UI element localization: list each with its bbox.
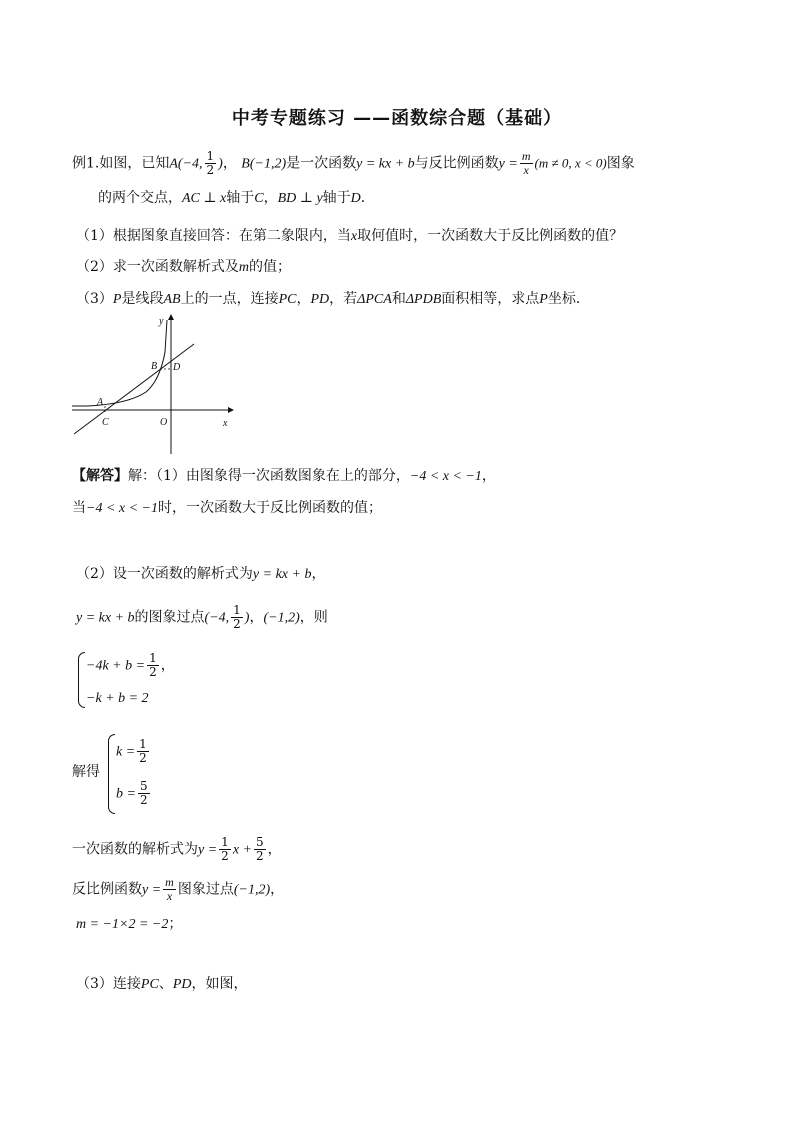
linear-function-line: [74, 344, 194, 434]
question-3: （3）P是线段AB上的一点，连接PC，PD，若ΔPCA和ΔPDB面积相等，求点P坐标．: [76, 291, 590, 307]
solution-heading: 【解答】: [72, 468, 128, 484]
solution-part-3: （3）连接PC、PD，如图，: [76, 976, 248, 992]
label-a: A: [97, 397, 104, 408]
inverse-fraction: $\frac{m}{x}$: [521, 149, 531, 177]
solution-b: b = $\frac{5}{2}$: [116, 779, 148, 807]
y-axis-label: y: [159, 316, 164, 327]
linear-function: y = kx + b: [356, 156, 415, 172]
point-a-fraction: $\frac{1}{2}$: [206, 149, 215, 177]
solution-brace: [108, 734, 115, 814]
inverse-condition: (m ≠ 0, x < 0): [534, 155, 607, 171]
solution-part-1: 【解答】解：（1）由图象得一次函数图象在上的部分，−4 < x < −1，: [72, 468, 496, 484]
system-brace: [78, 652, 85, 708]
label-b: B: [151, 361, 158, 372]
problem-line-2: 的两个交点，AC ⊥ x轴于C，BD ⊥ y轴于D．: [98, 190, 375, 206]
solution-part-1-conclusion: 当−4 < x < −1时，一次函数大于反比例函数的值；: [72, 500, 383, 516]
point-a: A(−4,: [169, 156, 203, 172]
problem-line-1: 例1.如图，已知A(−4, $\frac{1}{2}$ )， B(−1,2)是一次函数y = kx + b与反比例函数y = $\frac{m}{x}$ (m ≠ 0, x < 0)图象: [72, 149, 635, 177]
x-axis-label: x: [223, 418, 228, 429]
solution-part-2-points: y = kx + b的图象过点(−4, $\frac{1}{2}$ )，(−1,2)，则: [76, 603, 328, 631]
problem-intro: 例1.如图，已知: [72, 155, 170, 172]
y-axis-arrow: [168, 314, 174, 320]
solution-k: k = $\frac{1}{2}$: [116, 737, 147, 765]
system-equation-2: −k + b = 2: [86, 691, 149, 706]
question-2: （2）求一次函数解析式及m的值；: [76, 259, 292, 275]
label-d: D: [173, 362, 181, 373]
label-o: O: [160, 417, 168, 428]
point-b: B(−1,2): [241, 156, 287, 172]
page-title: 中考专题练习 ——函数综合题（基础）: [231, 108, 563, 129]
solve-label: 解得: [72, 764, 100, 780]
function-graph-figure: [68, 312, 238, 460]
inverse-result: 反比例函数y = $\frac{m}{x}$ 图象过点(−1,2)，: [72, 875, 285, 903]
system-equation-1: −4k + b = $\frac{1}{2}$ ，: [86, 651, 175, 679]
linear-result: 一次函数的解析式为y = $\frac{1}{2}$ x + $\frac{5}{2}$ ，: [72, 835, 282, 863]
label-c: C: [102, 417, 109, 428]
question-1: （1）根据图象直接回答：在第二象限内，当x取何值时，一次函数大于反比例函数的值？: [76, 228, 624, 244]
m-value: m = −1×2 = −2；: [76, 916, 183, 932]
x-axis-arrow: [228, 407, 234, 413]
solution-part-2: （2）设一次函数的解析式为y = kx + b，: [76, 566, 326, 582]
